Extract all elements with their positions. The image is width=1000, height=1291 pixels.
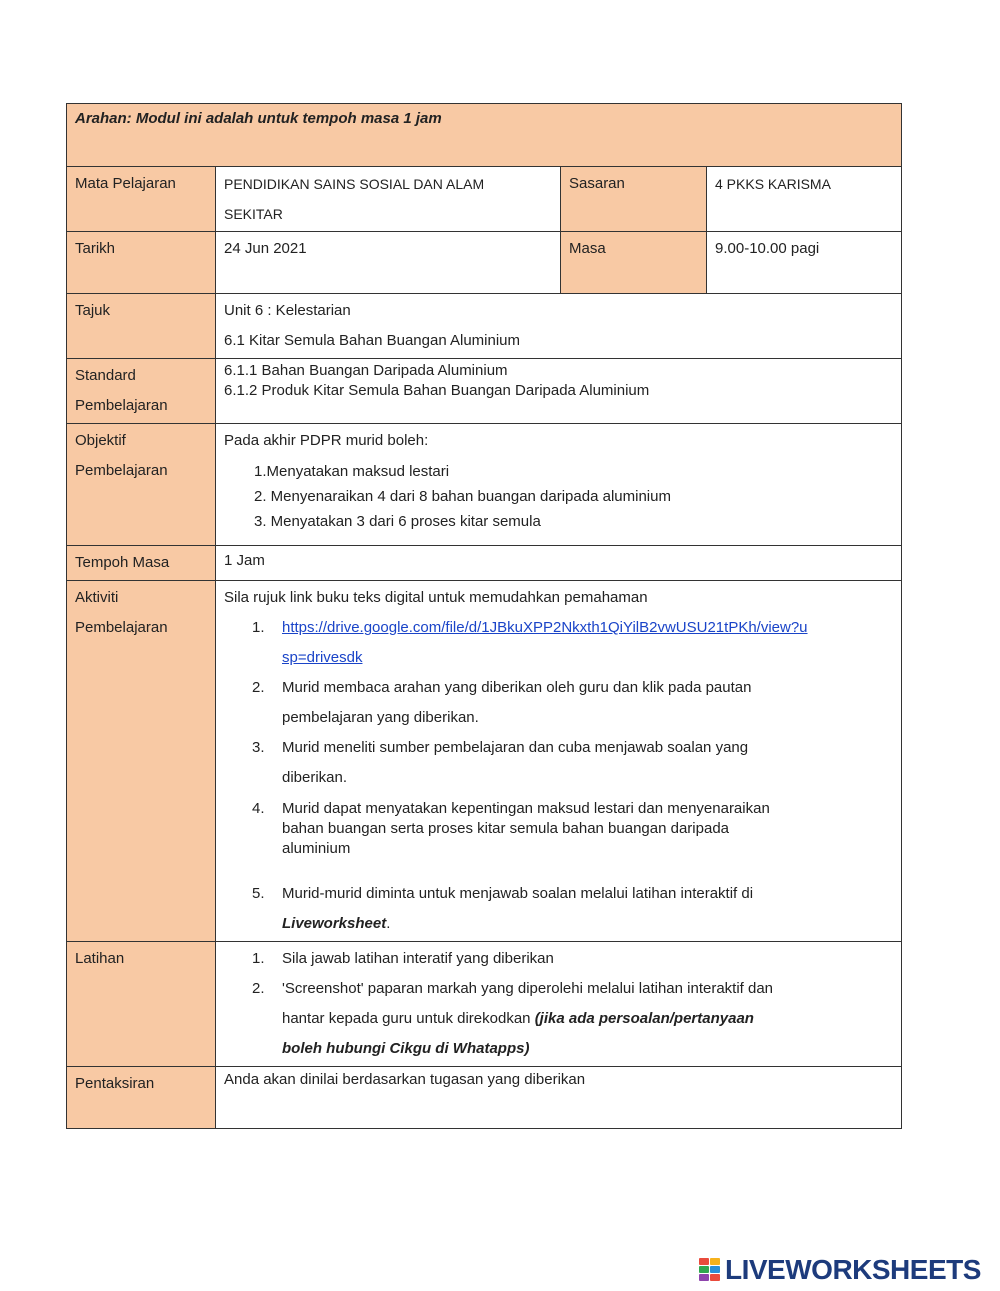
standard-label-line1: Standard [75, 367, 136, 384]
liveworksheets-logo-icon [699, 1258, 721, 1282]
aktiviti-num-2: 2. [252, 679, 265, 696]
standard-label-line2: Pembelajaran [75, 397, 168, 414]
objektif-intro: Pada akhir PDPR murid boleh: [224, 432, 429, 449]
aktiviti-item-5-end: . [386, 915, 391, 932]
lesson-table [66, 103, 902, 1129]
aktiviti-item-5 [224, 879, 893, 939]
tajuk-line2: 6.1 Kitar Semula Bahan Buangan Aluminium [224, 332, 521, 349]
value-tempoh: 1 Jam [216, 546, 902, 581]
latihan-item-2-plain: hantar kepada guru untuk direkodkan [282, 1010, 535, 1027]
aktiviti-item-5-line2 [282, 909, 893, 939]
latihan-num-1: 1. [252, 950, 265, 967]
aktiviti-item-2 [224, 673, 893, 733]
label-mata-pelajaran: Mata Pelajaran [67, 167, 216, 232]
row-mata-pelajaran [67, 167, 902, 232]
label-masa: Masa [561, 232, 707, 294]
latihan-list [224, 944, 893, 1064]
label-pentaksiran: Pentaksiran [67, 1067, 216, 1129]
aktiviti-item-5-line1: Murid-murid diminta untuk menjawab soalan melalui latihan interaktif di [282, 885, 754, 902]
objektif-item-2: 2. Menyenaraikan 4 dari 8 bahan buangan daripada aluminium [254, 488, 671, 505]
value-objektif [216, 424, 902, 546]
label-objektif [67, 424, 216, 546]
latihan-item-1-text: Sila jawab latihan interatif yang diberikan [282, 950, 554, 967]
aktiviti-list [224, 613, 893, 939]
latihan-item-2-line2 [282, 1004, 893, 1034]
value-aktiviti [216, 581, 902, 942]
label-sasaran: Sasaran [561, 167, 707, 232]
row-pentaksiran [67, 1067, 902, 1129]
link-line2: sp=drivesdk [282, 649, 363, 666]
label-aktiviti [67, 581, 216, 942]
liveworksheets-logo-text: LIVEWORKSHEETS [725, 1254, 981, 1285]
aktiviti-label-line1: Aktiviti [75, 589, 119, 606]
label-tempoh: Tempoh Masa [67, 546, 216, 581]
value-sasaran: 4 PKKS KARISMA [707, 167, 902, 232]
aktiviti-item-4-line3: aluminium [282, 840, 351, 857]
liveworksheet-word: Liveworksheet [282, 915, 387, 932]
mata-pelajaran-line1: PENDIDIKAN SAINS SOSIAL DAN ALAM [224, 176, 485, 192]
row-tajuk [67, 294, 902, 359]
aktiviti-num-1: 1. [252, 619, 265, 636]
value-mata-pelajaran [216, 167, 561, 232]
header-row [67, 104, 902, 167]
aktiviti-num-3: 3. [252, 739, 265, 756]
row-objektif [67, 424, 902, 546]
standard-line1: 6.1.1 Bahan Buangan Daripada Aluminium [224, 362, 508, 379]
aktiviti-item-2-line1: Murid membaca arahan yang diberikan oleh guru dan klik pada pautan [282, 679, 752, 696]
objektif-label-line2: Pembelajaran [75, 462, 168, 479]
latihan-num-2: 2. [252, 980, 265, 997]
instruction-header: Arahan: Modul ini adalah untuk tempoh masa 1 jam [67, 104, 902, 167]
row-standard [67, 359, 902, 424]
tajuk-line1: Unit 6 : Kelestarian [224, 302, 351, 319]
row-tarikh [67, 232, 902, 294]
mata-pelajaran-line2: SEKITAR [224, 206, 283, 222]
aktiviti-item-4-line2: bahan buangan serta proses kitar semula bahan buangan daripada [282, 820, 729, 837]
value-tarikh: 24 Jun 2021 [216, 232, 561, 294]
standard-line2: 6.1.2 Produk Kitar Semula Bahan Buangan Daripada Aluminium [224, 382, 650, 399]
aktiviti-num-4: 4. [252, 800, 265, 817]
aktiviti-item-2-line2: pembelajaran yang diberikan. [282, 709, 479, 726]
aktiviti-item-3 [224, 733, 893, 793]
aktiviti-item-4-line1: Murid dapat menyatakan kepentingan maksud lestari dan menyenaraikan [282, 800, 770, 817]
row-aktiviti [67, 581, 902, 942]
objektif-label-line1: Objektif [75, 432, 126, 449]
aktiviti-label-line2: Pembelajaran [75, 619, 168, 636]
latihan-item-2-bold1: (jika ada persoalan/pertanyaan [534, 1010, 754, 1027]
latihan-item-2-line1: 'Screenshot' paparan markah yang diperolehi melalui latihan interaktif dan [282, 980, 774, 997]
label-latihan: Latihan [67, 942, 216, 1067]
objektif-item-3: 3. Menyatakan 3 dari 6 proses kitar semula [254, 513, 541, 530]
aktiviti-item-1 [224, 613, 893, 673]
aktiviti-item-4 [224, 793, 893, 879]
label-tajuk: Tajuk [67, 294, 216, 359]
label-tarikh: Tarikh [67, 232, 216, 294]
value-pentaksiran: Anda akan dinilai berdasarkan tugasan yang diberikan [216, 1067, 902, 1129]
latihan-item-2-bold2: boleh hubungi Cikgu di Whatapps) [282, 1040, 530, 1057]
textbook-link[interactable] [282, 613, 893, 673]
row-tempoh [67, 546, 902, 581]
liveworksheets-logo [699, 1256, 995, 1284]
lesson-module-document [66, 103, 901, 1129]
aktiviti-num-5: 5. [252, 885, 265, 902]
value-masa: 9.00-10.00 pagi [707, 232, 902, 294]
objektif-item-1: 1.Menyatakan maksud lestari [254, 463, 450, 480]
latihan-item-2 [224, 974, 893, 1064]
value-latihan [216, 942, 902, 1067]
aktiviti-item-3-line1: Murid meneliti sumber pembelajaran dan cuba menjawab soalan yang [282, 739, 749, 756]
aktiviti-intro: Sila rujuk link buku teks digital untuk memudahkan pemahaman [224, 589, 648, 606]
aktiviti-item-3-line2: diberikan. [282, 769, 348, 786]
value-standard [216, 359, 902, 424]
link-line1: https://drive.google.com/file/d/1JBkuXPP2Nkxth1QiYilB2vwUSU21tPKh/view?u [282, 619, 808, 636]
row-latihan [67, 942, 902, 1067]
latihan-item-1 [224, 944, 893, 974]
label-standard [67, 359, 216, 424]
value-tajuk [216, 294, 902, 359]
